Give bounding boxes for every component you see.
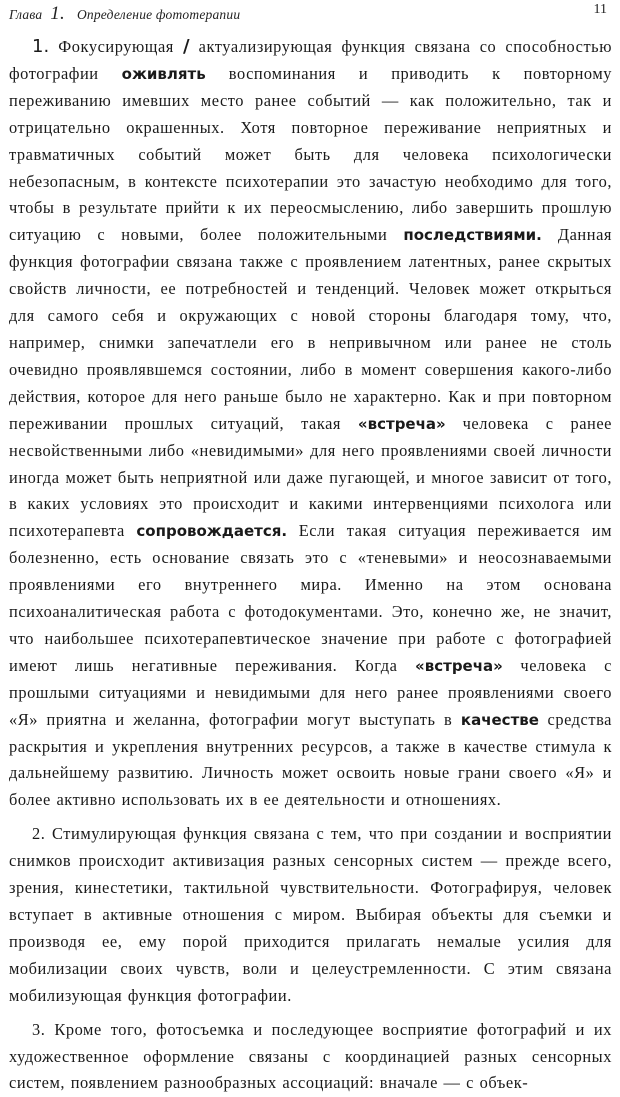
emphasis-text: / bbox=[182, 36, 190, 57]
text-run: Если такая ситуация переживается им болезненно, есть основание связать это с «теневыми» и неосознаваемыми проявлениями его внутреннего мира. Именно на этом основана психоаналитическая работа с фотодокументами. Это, конечно же, не значит, что наибольшее психотерапевтическое значение при работе с фотографией имеют лишь негативные переживания. Когда bbox=[9, 521, 612, 675]
text-run: 2. Стимулирующая функция связана с тем, что при создании и восприятии снимков происходит активизация разных сенсорных систем — прежде всего, зрения, кинестетики, тактильной чувствительности. Фотографируя, человек вступает в активные отношения с миром. Выбирая объекты для съемки и производя ее, ему порой приходится прилагать немалые усилия для мобилизации своих чувств, воли и целеустремленности. С этим связана мобилизующая функция фотографии. bbox=[9, 824, 612, 1005]
emphasis-text: «встреча» bbox=[357, 414, 446, 433]
text-run: человека с прошлыми ситуациями и невидимыми для него ранее проявлениями своего «Я» приятна и желанна, фотографии могут выступать в bbox=[9, 655, 612, 729]
emphasis-text: сопровождается. bbox=[136, 522, 288, 541]
text-run: средства раскрытия и укрепления внутренних ресурсов, а также в качестве стимула к дальнейшему развитию. Личность может освоить новые грани своего «Я» и более активно использовать их в ее деятельности и отношениях. bbox=[9, 709, 612, 810]
paragraph-2 bbox=[9, 821, 612, 1009]
page-number: 11 bbox=[593, 2, 607, 17]
emphasis-text: 1. bbox=[32, 36, 50, 57]
emphasis-text: последствиями. bbox=[403, 226, 542, 245]
paragraph-3 bbox=[9, 1017, 612, 1097]
chapter-number: 1. bbox=[50, 3, 65, 24]
text-run: воспоминания и приводить к повторному переживанию имевших место ранее событий — как положительно, так и отрицательно окрашенных. Хотя повторное переживание неприятных и травматичных событий может быть для человека психологически небезопасным, в контексте психотерапии это зачастую необходимо для того, чтобы в результате прийти к их переосмыслению, либо завершить прошлую ситуацию с новыми, более положительными bbox=[9, 63, 613, 245]
text-run: человека с ранее несвойственными либо «невидимыми» для него проявлениями своей личности иногда может быть неприятной или даже пугающей, и многое зависит от того, в каких условиях это происходит и какими интервенциями психолога или психотерапевта bbox=[9, 413, 612, 541]
text-run: Фокусирующая bbox=[49, 37, 183, 56]
chapter-title: Определение фототерапии bbox=[76, 7, 241, 22]
paragraph-1 bbox=[9, 34, 612, 814]
emphasis-text: качестве bbox=[460, 710, 539, 729]
emphasis-text: оживлять bbox=[121, 64, 206, 83]
running-head bbox=[9, 3, 240, 25]
text-run: Данная функция фотографии связана также с проявлением латентных, ранее скрытых свойств личности, ее потребностей и тенденций. Человек может открыться для самого себя и окружающих с новой стороны благодаря тому, что, например, снимки запечатлели его в непривычном или ранее не столь очевидно проявлявшемся состоянии, либо в момент совершения какого-либо действия, которое для него раньше было не характерно. Как и при повторном переживании прошлых ситуаций, такая bbox=[9, 225, 612, 433]
text-run: актуализирующая функция связана со способностью фотографии bbox=[9, 37, 612, 83]
emphasis-text: «встреча» bbox=[415, 656, 503, 675]
text-run: 3. Кроме того, фотосъемка и последующее восприятие фотографий и их художественное оформление связаны с координацией разных сенсорных систем, появлением разнообразных ассоциаций: вначале — с объек- bbox=[9, 1019, 612, 1093]
chapter-word: Глава bbox=[9, 7, 43, 22]
body-text bbox=[9, 34, 612, 1097]
